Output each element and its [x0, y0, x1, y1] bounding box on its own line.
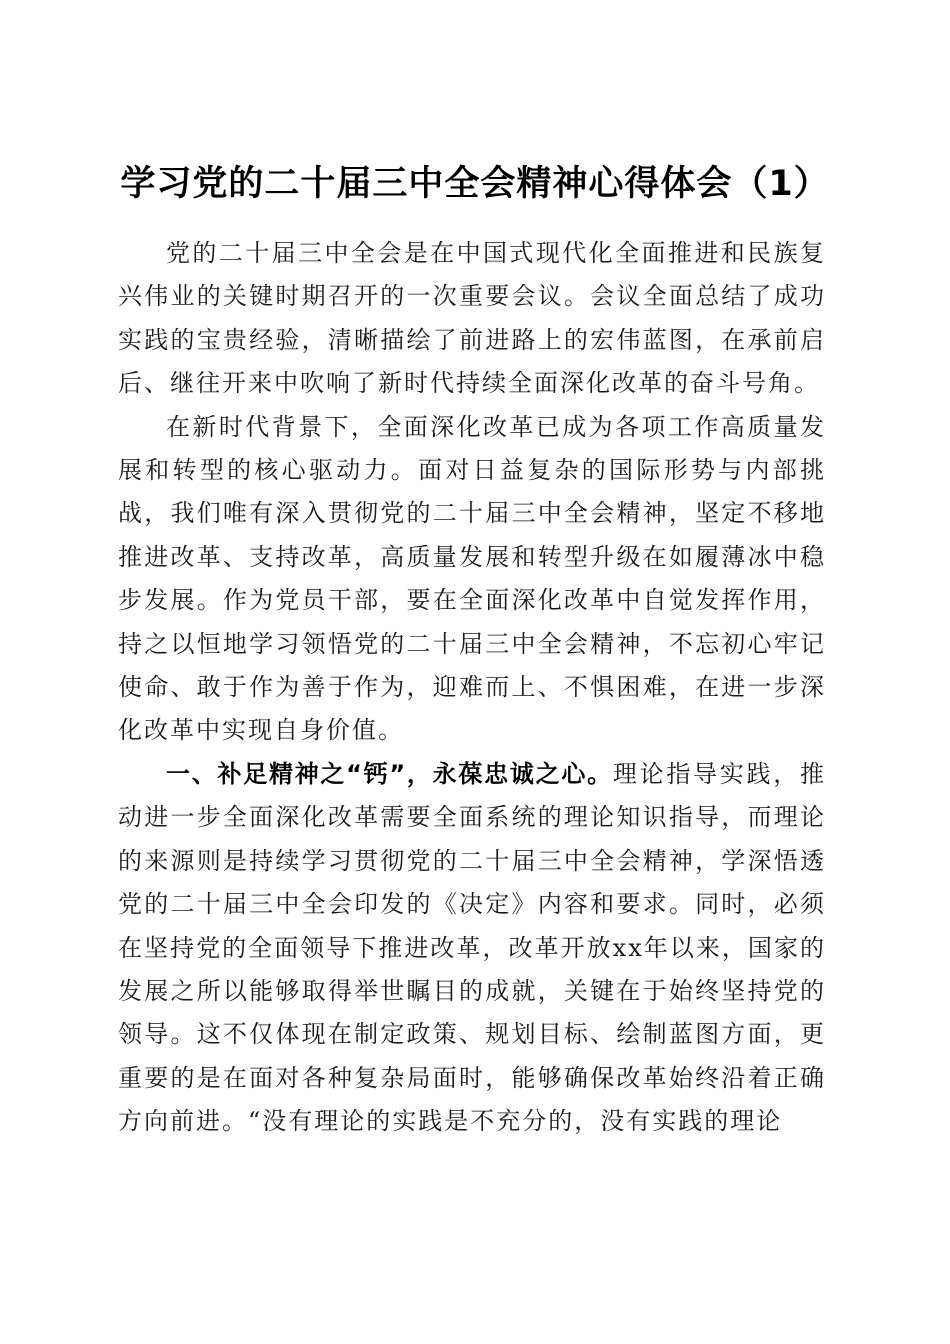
paragraph-intro-text: 党的二十届三中全会是在中国式现代化全面推进和民族复兴伟业的关键时期召开的一次重要会议。会议全面总结了成功实践的宝贵经验，清晰描绘了前进路上的宏伟蓝图，在承前启后、继往开来中吹响了新时代持续全面深化改革的奋斗号角。 [118, 239, 826, 398]
document-title: 学习党的二十届三中全会精神心得体会（1） [120, 164, 830, 205]
section-one-text: 理论指导实践，推动进一步全面深化改革需要全面系统的理论知识指导，而理论的来源则是持续学习贯彻党的二十届三中全会精神，学深悟透党的二十届三中全会印发的《决定》内容和要求。同时，必须在坚持党的全面领导下推进改革，改革开放xx年以来，国家的发展之所以能够取得举世瞩目的成就，关键在于始终坚持党的领导。这不仅体现在制定政策、规划目标、绘制蓝图方面，更重要的是在面对各种复杂局面时，能够确保改革始终沿着正确方向前进。“没有理论的实践是不充分的，没有实践的理论 [118, 759, 827, 1136]
document-body [118, 232, 826, 1144]
section-one-heading: 一、补足精神之“钙”，永葆忠诚之心。 [166, 759, 613, 788]
paragraph-intro [118, 232, 826, 406]
paragraph-background-text: 在新时代背景下，全面深化改革已成为各项工作高质量发展和转型的核心驱动力。面对日益复杂的国际形势与内部挑战，我们唯有深入贯彻党的二十届三中全会精神，坚定不移地推进改革、支持改革，高质量发展和转型升级在如履薄冰中稳步发展。作为党员干部，要在全面深化改革中自觉发挥作用，持之以恒地学习领悟党的二十届三中全会精神，不忘初心牢记使命、敢于作为善于作为，迎难而上、不惧困难，在进一步深化改革中实现自身价值。 [118, 412, 826, 745]
paragraph-background [118, 406, 826, 753]
paragraph-section-one [118, 753, 826, 1144]
